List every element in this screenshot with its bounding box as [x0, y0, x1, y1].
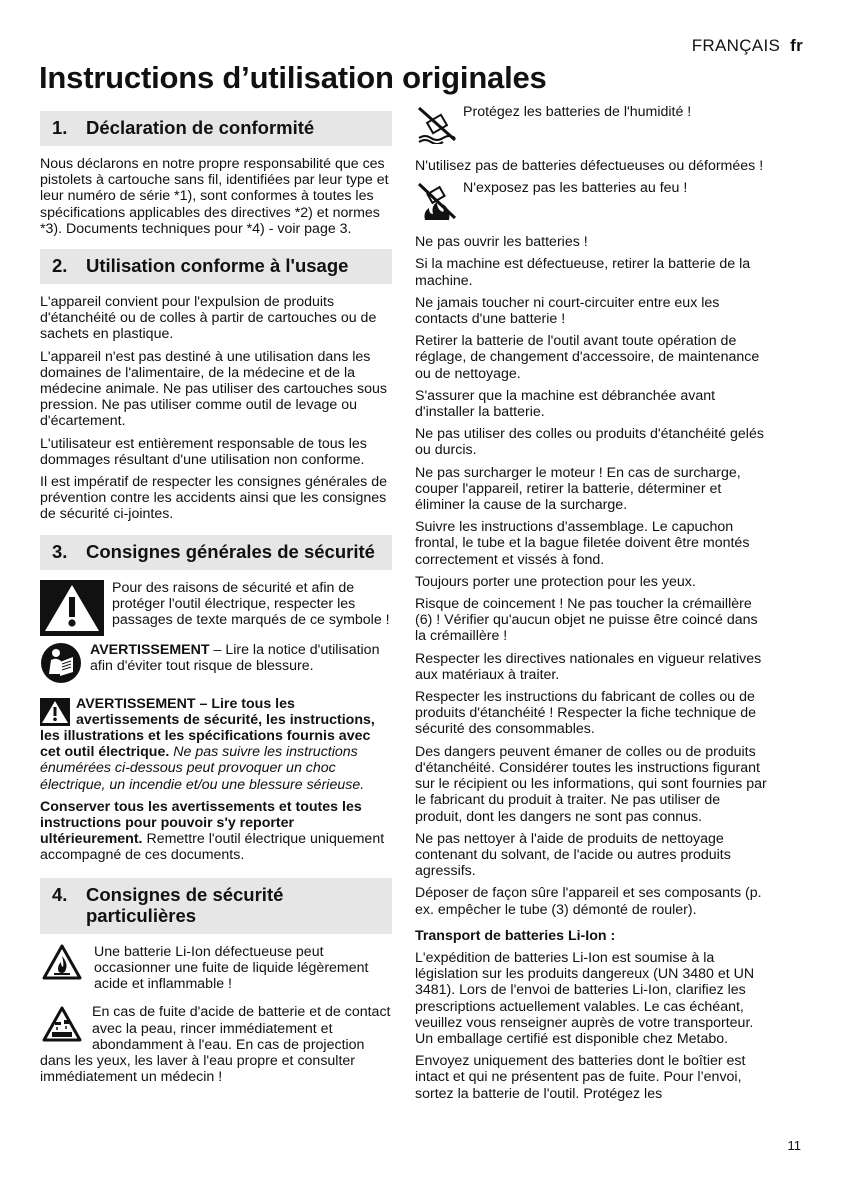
safety-paragraphs: [415, 234, 770, 918]
section-title: Consignes de sécurité particulières: [86, 883, 284, 926]
section-title: Déclaration de conformité: [86, 117, 315, 138]
usage-paragraph: L'appareil convient pour l'expulsion de produits d'étanchéité ou de colles à partir de cartouches ou de sachets en plastique.: [40, 294, 377, 343]
safety-paragraph: Ne pas nettoyer à l'aide de produits de nettoyage contenant du solvant, de l'acide ou autres produits agressifs.: [415, 830, 731, 880]
page-number: 11: [787, 1138, 801, 1153]
acid-hazard-text: En cas de fuite d'acide de batterie et de contact avec la peau, rincer immédiatement et abondamment à l'eau. En cas de projection dans les yeux, les laver à l'eau propre et consulter immédiatement un médecin !: [40, 1004, 391, 1086]
keep-instructions-text: Remettre l'outil électrique uniquement accompagné de ces documents.: [40, 831, 385, 864]
right-column: [415, 104, 770, 1108]
safety-paragraph: S'assurer que la machine est débranchée avant d'installer la batterie.: [415, 387, 716, 421]
no-water-icon: [415, 104, 459, 144]
safety-paragraph: Suivre les instructions d'assemblage. Le capuchon frontal, le tube et la bague filetée doivent être montés correctement et vissés à fond.: [415, 519, 750, 568]
language-header: [692, 36, 803, 56]
section-title: Consignes générales de sécurité: [86, 540, 375, 562]
section-number: 3.: [52, 540, 68, 562]
safety-paragraph: Si la machine est défectueuse, retirer la batterie de la machine.: [415, 256, 751, 289]
humidity-block: [415, 104, 770, 144]
corrosive-warning-icon: [42, 1006, 82, 1042]
general-warning-consequence: Ne pas suivre les instructions énumérées ci-dessous peut provoquer un choc électrique, un incendie et/ou une blessure sérieuse.: [40, 744, 365, 793]
safety-paragraph: Ne jamais toucher ni court-circuiter entre eux les contacts d'une batterie !: [415, 294, 720, 328]
section-number: 2.: [52, 255, 68, 277]
safety-paragraph: Risque de coincement ! Ne pas toucher la crémaillère (6) ! Vérifier qu'aucun objet ne puisse être coincé dans la crémaillère !: [415, 596, 758, 645]
keep-instructions-label: Conserver tous les avertissements et toutes les instructions pour pouvoir s'y reporter ultérieurement.: [40, 798, 362, 848]
safety-paragraph: Ne pas surcharger le moteur ! En cas de surcharge, couper l'appareil, retirer la batterie, déterminer et éliminer la cause de la surcharge.: [415, 464, 741, 514]
transport-paragraph: L'expédition de batteries Li-Ion est soumise à la législation sur les produits dangereux (UN 3480 et UN 3481). Lors de l'envoi de batteries Li-Ion, clarifiez les prescriptions actuellement valables. Le cas échéant, veuillez vous renseigner auprès de votre transporteur. Un emballage certifié est disponible chez Metabo.: [415, 949, 755, 1047]
humidity-text: Protégez les batteries de l'humidité !: [463, 104, 692, 120]
safety-paragraph: Respecter les directives nationales en vigueur relatives aux matériaux à traiter.: [415, 650, 762, 683]
language-label: FRANÇAIS: [691, 36, 781, 55]
language-code: fr: [790, 36, 803, 55]
safety-paragraph: Respecter les instructions du fabricant de colles ou de produits d'étanchéité ! Respecter la fiche technique de sécurité des consommables.: [415, 689, 757, 738]
transport-paragraph: Envoyez uniquement des batteries dont le boîtier est intact et qui ne présentent pas de fuite. Pour l’envoi, sortez la batterie de l'outil. Protégez les: [415, 1053, 746, 1102]
warning-triangle-icon: [40, 580, 104, 636]
safety-paragraph: Retirer la batterie de l'outil avant toute opération de réglage, de changement d'accessoire, de maintenance ou de nettoyage.: [415, 333, 760, 382]
general-warning-block: [40, 696, 392, 864]
safety-paragraph: Des dangers peuvent émaner de colles ou de produits d'étanchéité. Considérer toutes les instructions figurant sur le récipient ou les informations, qui sont fournies par le fabricant du produit à traiter. Ne pas utiliser de produit, dont les dangers ne sont pas connus.: [415, 743, 767, 825]
usage-paragraph: L'utilisateur est entièrement responsable de tous les dommages résultant d'une utilisation non conforme.: [40, 435, 367, 468]
no-fire-block: [415, 180, 770, 222]
section-heading-3: [40, 535, 392, 570]
general-warning-title: AVERTISSEMENT – Lire tous les avertissements de sécurité, les instructions, les illustrations et les spécifications fournis avec cet outil électrique.: [40, 695, 375, 761]
safety-paragraph: Déposer de façon sûre l'appareil et ses composants (p. ex. empêcher le tube (3) démonté de rouler).: [415, 885, 762, 918]
section-number: 1.: [52, 117, 68, 138]
warning-small-icon: [40, 698, 70, 726]
section-heading-1: [40, 111, 392, 146]
no-fire-text: N'exposez pas les batteries au feu !: [463, 180, 688, 197]
flammable-warning-icon: [42, 944, 82, 980]
left-column: [40, 111, 392, 1091]
section-heading-2: [40, 249, 392, 284]
usage-paragraph: L'appareil n'est pas destiné à une utilisation dans les domaines de l'alimentaire, de la médecine et de la médecine animale. Ne pas utiliser des cartouches sous pression. Ne pas utiliser comme outil de levage ou d'écartement.: [40, 348, 387, 430]
safety-paragraph: Ne pas ouvrir les batteries !: [415, 234, 588, 251]
safety-paragraph: Ne pas utiliser des colles ou produits d'étanchéité gelés ou durcis.: [415, 426, 764, 459]
read-manual-icon: [40, 642, 82, 684]
usage-paragraph: Il est impératif de respecter les consignes générales de prévention contre les accidents ainsi que les consignes de sécurité ci-jointes.: [40, 474, 387, 523]
defective-battery-text: N'utilisez pas de batteries défectueuses ou déformées !: [415, 158, 764, 174]
no-fire-icon: [415, 180, 459, 222]
section-title: Utilisation conforme à l'usage: [86, 255, 349, 277]
read-warning-label: AVERTISSEMENT: [90, 641, 210, 658]
section-number: 4.: [52, 883, 68, 905]
fire-hazard-block: [40, 944, 392, 999]
conformity-text: Nous déclarons en notre propre responsabilité que ces pistolets à cartouche sans fil, identifiées par leur type et leur numéro de série *1), sont conformes à toutes les spécifications applicables des directives *2) et normes *3). Documents techniques pour *4) - voir page 3.: [40, 156, 389, 237]
read-warning-text: – Lire la notice d'utilisation afin d'éviter tout risque de blessure.: [90, 641, 380, 674]
warning-block: [40, 580, 392, 636]
transport-heading: Transport de batteries Li-Ion :: [415, 927, 616, 944]
read-manual-block: [40, 642, 392, 684]
safety-paragraph: Toujours porter une protection pour les yeux.: [415, 573, 696, 590]
acid-hazard-block: [40, 1004, 392, 1085]
page-title: Instructions d’utilisation originales: [39, 60, 547, 95]
warning-text: Pour des raisons de sécurité et afin de protéger l'outil électrique, respecter les passages de texte marqués de ce symbole !: [112, 579, 390, 629]
fire-hazard-text: Une batterie Li-Ion défectueuse peut occasionner une fuite de liquide légèrement acide et inflammable !: [94, 943, 369, 993]
section-heading-4: [40, 878, 392, 934]
